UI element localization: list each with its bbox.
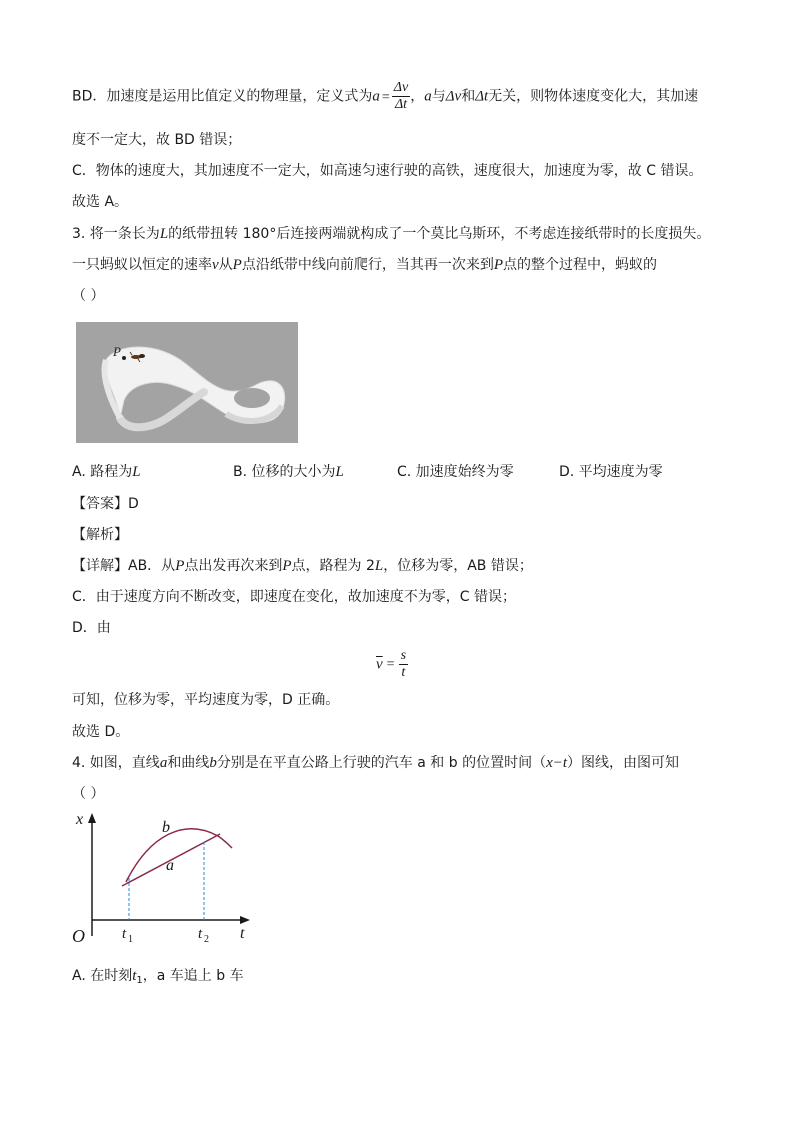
q3-option-b[interactable] (233, 462, 344, 482)
line-a-label: a (166, 857, 174, 874)
text: 点出发再次来到 (184, 558, 283, 574)
text: 3. 将一条长为 (72, 226, 160, 242)
t-axis-label: t (240, 925, 245, 942)
text: 和 (461, 88, 476, 105)
t2-subscript: 2 (204, 934, 209, 945)
var-dt: Δt (475, 88, 489, 105)
text: A. 路程为 (72, 464, 133, 480)
text: 分别是在平直公路上行驶的汽车 a 和 b 的位置时间（ (216, 755, 547, 771)
var-x-t: x−t (546, 755, 568, 771)
var-P: P (282, 558, 292, 574)
q3-detail-c: C．由于速度方向不断改变，即速度在变化，故加速度不为零，C 错误； (72, 589, 516, 605)
q3-stem-line2 (72, 255, 657, 275)
q2-bd-line2: 度不一定大，故 BD 错误； (72, 132, 242, 148)
fraction-numerator: Δv (393, 80, 409, 95)
fraction-denominator: t (401, 665, 406, 680)
q3-detail-ab (72, 556, 533, 576)
text: 点的整个过程中，蚂蚁的 (503, 257, 658, 273)
var-t: t (132, 968, 137, 984)
fraction-denominator: Δt (394, 97, 408, 112)
q3-option-a[interactable] (72, 462, 141, 482)
t-axis-arrow (240, 916, 250, 924)
x-axis-arrow (88, 813, 96, 823)
fraction-dv-dt (392, 80, 410, 113)
text: 【详解】AB．从 (72, 558, 176, 574)
var-L: L (132, 464, 141, 480)
q3-conclusion: 可知，位移为零，平均速度为零，D 正确。 (72, 692, 340, 708)
var-b: b (209, 755, 217, 771)
q4-stem-line1 (72, 753, 679, 773)
q3-option-d[interactable]: D. 平均速度为零 (559, 464, 663, 480)
text: 的纸带扭转 180°后连接两端就构成了一个莫比乌斯环，不考虑连接纸带时的长度损失。 (168, 226, 711, 242)
q2-bd-line1 (72, 80, 698, 113)
text: 一只蚂蚁以恒定的速率 (72, 257, 212, 273)
var-P: P (493, 257, 504, 273)
fraction-numerator: s (400, 648, 407, 663)
q2-c-line: C．物体的速度大，其加速度不一定大，如高速匀速行驶的高铁，速度很大，加速度为零，故 C 错误。 (72, 163, 703, 179)
t1-label: t (122, 926, 127, 942)
q4-bracket: （ ） (72, 786, 105, 802)
x-axis-label: x (76, 811, 84, 828)
avg-velocity-formula (376, 648, 408, 681)
text: 点，路程为 2 (291, 558, 375, 574)
q2-choose: 故选 A。 (72, 194, 129, 210)
var-v: v (212, 257, 219, 273)
q3-detail-d: D．由 (72, 620, 111, 636)
text: 与 (431, 88, 446, 105)
text: 和曲线 (167, 755, 210, 771)
var-L: L (335, 464, 344, 480)
t2-label: t (198, 926, 203, 942)
var-L: L (159, 226, 169, 242)
text: ， (410, 88, 425, 105)
var-L: L (374, 558, 384, 574)
t1-subscript: 1 (128, 934, 133, 945)
q3-analysis-heading: 【解析】 (72, 527, 128, 543)
q3-bracket: （ ） (72, 288, 105, 304)
q4-option-a[interactable] (72, 966, 244, 991)
var-a: a (159, 755, 168, 771)
formula-v-bar: $\overline{v}$ (376, 656, 383, 673)
formula-var: a (372, 88, 380, 105)
var-dv: Δv (445, 88, 462, 105)
q3-choose: 故选 D。 (72, 724, 130, 740)
text: 无关，则物体速度变化大，其加速 (488, 88, 699, 105)
curve-b-label: b (162, 819, 170, 836)
text: 4. 如图，直线 (72, 755, 160, 771)
var-P: P (232, 257, 242, 273)
q3-option-c[interactable]: C. 加速度始终为零 (397, 464, 514, 480)
mobius-strip-photo (76, 322, 298, 443)
var-P: P (175, 558, 185, 574)
mobius-strip-illustration (76, 322, 298, 443)
subscript: 1 (136, 975, 143, 986)
text: 从 (218, 257, 233, 273)
fraction-s-t (399, 648, 408, 681)
position-time-graph (70, 808, 255, 948)
text: A. 在时刻 (72, 968, 133, 984)
photo-label-P: P (113, 344, 121, 359)
text: B. 位移的大小为 (233, 464, 336, 480)
text: ，位移为零，AB 错误； (383, 558, 533, 574)
text: 点沿纸带中线向前爬行，当其再一次来到 (241, 257, 494, 273)
text: ，a 车追上 b 车 (142, 968, 244, 984)
text: ）图线，由图可知 (567, 755, 680, 771)
origin-label: O (72, 926, 85, 946)
formula-eq: = (381, 89, 390, 105)
q3-stem-line1 (72, 224, 710, 244)
formula-eq: = (386, 656, 395, 672)
q3-answer: 【答案】D (72, 496, 139, 512)
xt-graph-svg (70, 808, 255, 948)
text: BD．加速度是运用比值定义的物理量，定义式为 (72, 88, 373, 105)
var-a: a (424, 88, 432, 105)
